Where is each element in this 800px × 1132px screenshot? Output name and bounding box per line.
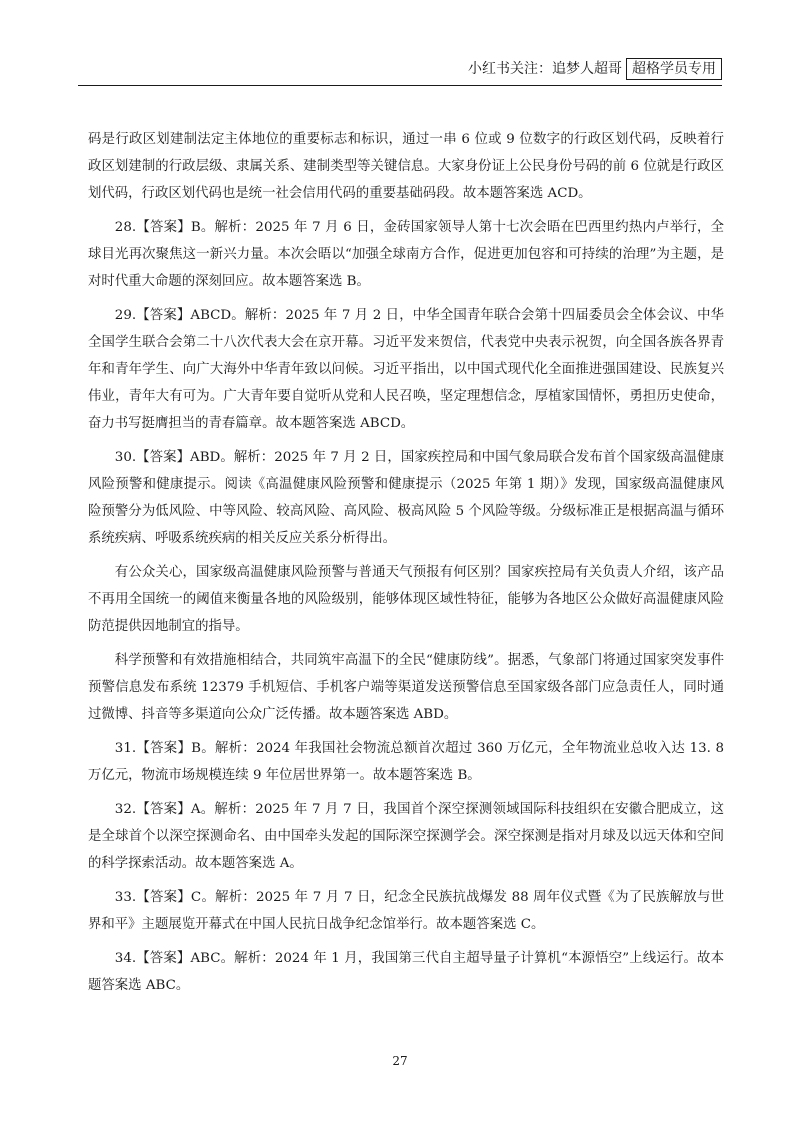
header-divider: [78, 85, 722, 86]
answer-28: 28.【答案】B。解析：2025 年 7 月 6 日，金砖国家领导人第十七次会晤在巴西里约热内卢举行，全球目光再次聚焦这一新兴力量。本次会晤以“加强全球南方合作，促进更加包容和可持续的治理”为主题，是对时代重大命题的深刻回应。故本题答案选 B。: [88, 220, 724, 289]
page-header: [468, 58, 722, 80]
answer-content: [88, 126, 724, 1006]
answer-33: 33.【答案】C。解析：2025 年 7 月 7 日，纪念全民族抗战爆发 88 周年仪式暨《为了民族解放与世界和平》主题展览开幕式在中国人民抗日战争纪念馆举行。故本题答案选 C。: [88, 890, 724, 932]
header-tag-box: 超格学员专用: [626, 58, 722, 80]
page-number: 27: [392, 1054, 408, 1068]
answer-31: 31.【答案】B。解析：2024 年我国社会物流总额首次超过 360 万亿元，全年物流业总收入达 13. 8 万亿元，物流市场规模连续 9 年位居世界第一。故本题答案选 B。: [88, 741, 724, 783]
header-follow-text: 小红书关注：追梦人超哥: [468, 61, 622, 77]
answer-34: 34.【答案】ABC。解析：2024 年 1 月，我国第三代自主超导量子计算机“本源悟空”上线运行。故本题答案选 ABC。: [88, 951, 724, 993]
answer-30: 30.【答案】ABD。解析：2025 年 7 月 2 日，国家疾控局和中国气象局联合发布首个国家级高温健康风险预警和健康提示。阅读《高温健康风险预警和健康提示（2025 年第 1 期）》发现，国家级高温健康风险预警分为低风险、中等风险、较高风险、高风险、极高风险 5 个风险等级。分级标准正是根据高温与循环系统疾病、呼吸系统疾病的相关反应关系分析得出。: [88, 450, 724, 546]
answer-30-paragraph-3: 科学预警和有效措施相结合，共同筑牢高温下的全民“健康防线”。据悉，气象部门将通过国家突发事件预警信息发布系统 12379 手机短信、手机客户端等渠道发送预警信息至国家级各部门应急责任人，同时通过微博、抖音等多渠道向公众广泛传播。故本题答案选 ABD。: [88, 653, 724, 722]
answer-30-paragraph-2: 有公众关心，国家级高温健康风险预警与普通天气预报有何区别？国家疾控局有关负责人介绍，该产品不再用全国统一的阈值来衡量各地的风险级别，能够体现区域性特征，能够为各地区公众做好高温健康风险防范提供因地制宜的指导。: [88, 565, 724, 634]
answer-32: 32.【答案】A。解析：2025 年 7 月 7 日，我国首个深空探测领域国际科技组织在安徽合肥成立，这是全球首个以深空探测命名、由中国牵头发起的国际深空探测学会。深空探测是指对月球及以远天体和空间的科学探索活动。故本题答案选 A。: [88, 802, 724, 871]
answer-29: 29.【答案】ABCD。解析：2025 年 7 月 2 日，中华全国青年联合会第十四届委员会全体会议、中华全国学生联合会第二十八次代表大会在京开幕。习近平发来贺信，代表党中央表示祝贺，向全国各族各界青年和青年学生、向广大海外中华青年致以问候。习近平指出，以中国式现代化全面推进强国建设、民族复兴伟业，青年大有可为。广大青年要自觉听从党和人民召唤，坚定理想信念，厚植家国情怀，勇担历史使命，奋力书写挺膺担当的青春篇章。故本题答案选 ABCD。: [88, 308, 724, 431]
paragraph-continued: 码是行政区划建制法定主体地位的重要标志和标识，通过一串 6 位或 9 位数字的行政区划代码，反映着行政区划建制的行政层级、隶属关系、建制类型等关键信息。大家身份证上公民身份号码的前 6 位就是行政区划代码，行政区划代码也是统一社会信用代码的重要基础码段。故本题答案选 ACD。: [88, 132, 724, 201]
